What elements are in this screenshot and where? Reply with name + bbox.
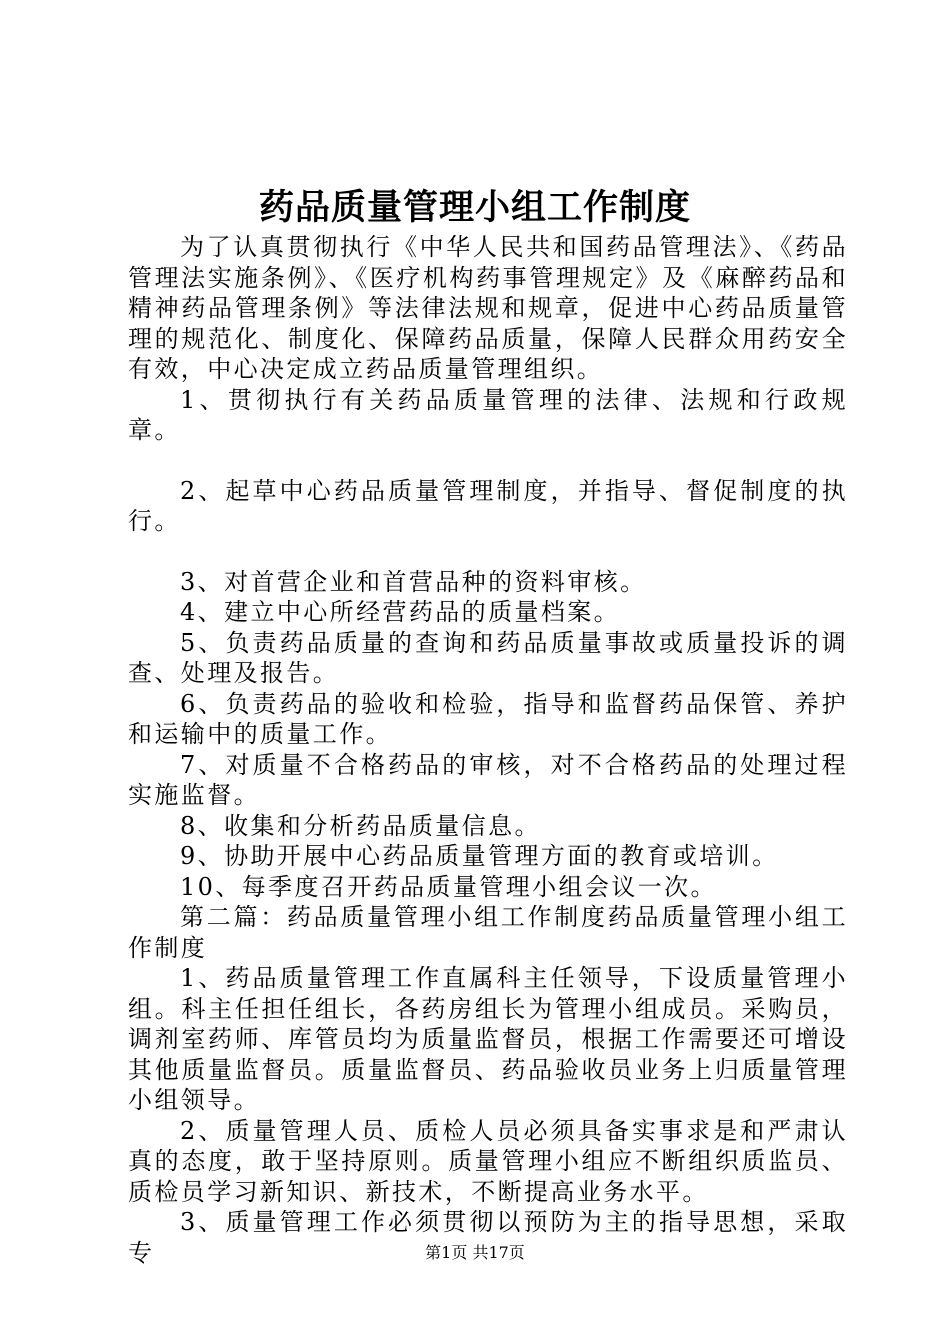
document-title: 药品质量管理小组工作制度 [258,188,691,228]
list-item: 1、药品质量管理工作直属科主任领导，下设质量管理小组。科主任担任组长，各药房组长为管理小组成员。采购员，调剂室药师、库管员均为质量监督员，根据工作需要还可增设其他质量监督员。质量监督员、药品验收员业务上归质量管理小组领导。 [128,964,848,1114]
list-item: 9、协助开展中心药品质量管理方面的教育或培训。 [180,842,779,870]
list-item: 2、起草中心药品质量管理制度，并指导、督促制度的执行。 [128,476,848,535]
list-item: 10、每季度召开药品质量管理小组会议一次。 [180,872,717,901]
document-body [128,232,848,1268]
list-item: 8、收集和分析药品质量信息。 [180,811,541,840]
page-number-footer: 第1页 共17页 [425,1243,525,1262]
list-item: 5、负责药品质量的查询和药品质量事故或质量投诉的调查、处理及报告。 [128,628,848,687]
list-item: 3、质量管理工作必须贯彻以预防为主的指导思想，采取专 [128,1208,848,1267]
list-item: 7、对质量不合格药品的审核，对不合格药品的处理过程实施监督。 [128,750,848,809]
section-heading: 第二篇：药品质量管理小组工作制度药品质量管理小组工作制度 [128,903,848,962]
list-item: 3、对首营企业和首营品种的资料审核。 [180,567,647,596]
intro-paragraph: 为了认真贯彻执行《中华人民共和国药品管理法》、《药品管理法实施条例》、《医疗机构药事管理规定》及《麻醉药品和精神药品管理条例》等法律法规和规章，促进中心药品质量管理的规范化、制度化、保障药品质量，保障人民群众用药安全有效，中心决定成立药品质量管理组织。 [128,233,848,383]
list-item: 4、建立中心所经营药品的质量档案。 [180,598,621,626]
list-item: 2、质量管理人员、质检人员必须具备实事求是和严肃认真的态度，敢于坚持原则。质量管理小组应不断组织质监员、质检员学习新知识、新技术，不断提高业务水平。 [128,1116,848,1206]
list-item: 1、贯彻执行有关药品质量管理的法律、法规和行政规章。 [128,385,848,444]
list-item: 6、负责药品的验收和检验，指导和监督药品保管、养护和运输中的质量工作。 [128,689,848,748]
